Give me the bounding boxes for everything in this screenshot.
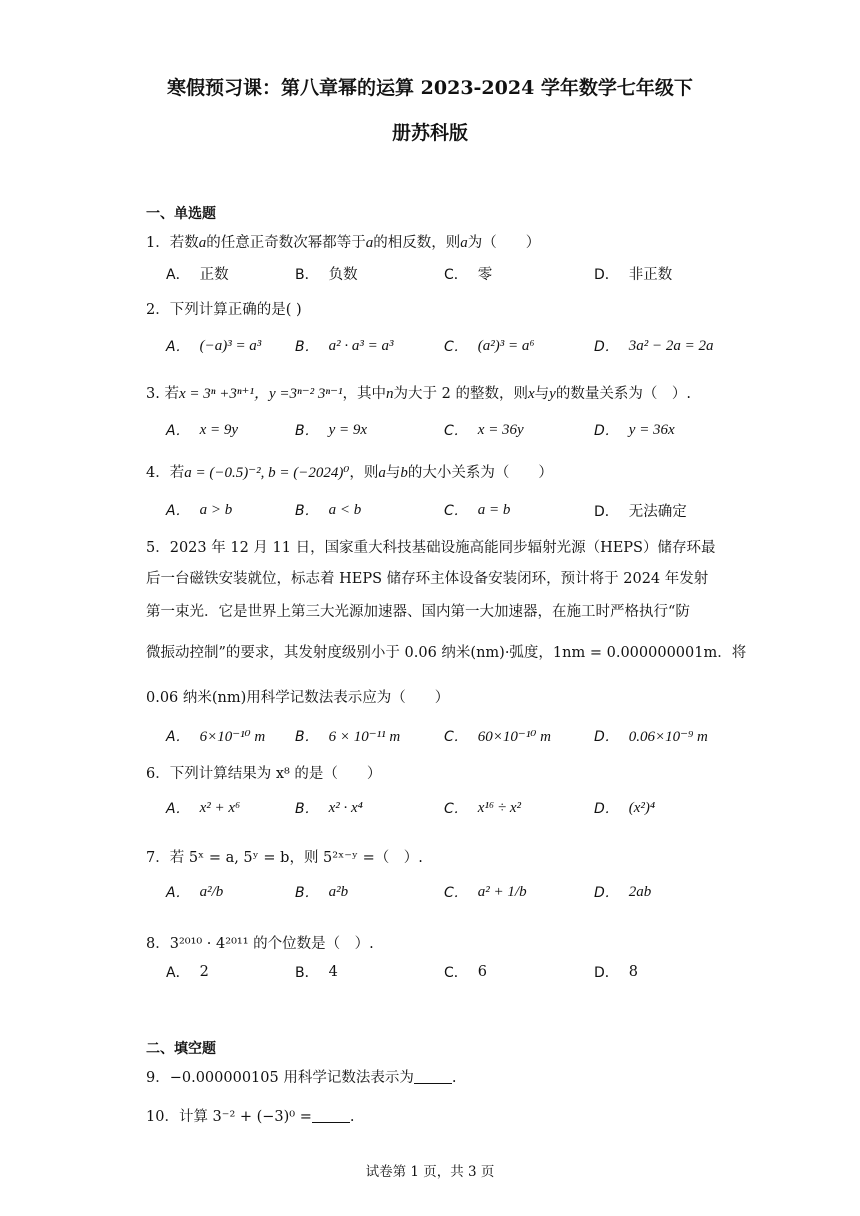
option-text: 正数 [199,267,229,283]
q3-var-n: n [386,386,394,402]
option-label: D． [594,266,619,283]
option-label: C． [444,266,468,283]
q5-option-b[interactable] [295,726,400,746]
question-2-stem: 2．下列计算正确的是( ) [146,302,302,318]
q7-option-a[interactable] [166,882,223,902]
q10-answer-blank[interactable] [312,1110,350,1123]
option-text: (−a)³ = a³ [199,337,262,354]
question-8-options [0,962,860,992]
q4-var-a: a [378,465,386,481]
option-label: A． [166,965,190,981]
q1-prefix: 1．若数 [146,235,199,251]
question-6-options [0,798,860,828]
option-text: 60×10⁻¹⁰ m [477,728,551,745]
q3-option-a[interactable] [166,420,238,440]
option-text: x¹⁶ ÷ x² [477,799,522,816]
option-text: 8 [628,964,639,980]
q3-var-y: y [549,386,556,402]
question-5-line-4: 微振动控制”的要求，其发射度级别小于 0.06 纳米(nm)·弧度，1nm = 0.000000001m．将 [146,645,747,661]
q2-option-d[interactable] [594,336,714,356]
q10-text: 10．计算 3⁻² + (−3)⁰ = [146,1109,312,1125]
option-text: y = 36x [628,421,675,438]
option-label: C． [444,423,468,439]
q8-option-a[interactable] [166,962,209,982]
option-text: 非正数 [628,267,673,283]
question-4-options [0,500,860,530]
option-label: A． [166,729,190,745]
q4-option-a[interactable] [166,500,232,520]
question-5-options [0,726,860,756]
q4-suffix: 的大小关系为（ ） [407,465,553,481]
option-label: D． [594,885,619,901]
option-text: a = b [477,501,511,518]
q4-mid2: 与 [385,465,401,481]
option-text: a < b [328,501,362,518]
q9-text: 9．−0.000000105 用科学记数法表示为 [146,1070,414,1086]
option-text: 2ab [628,883,652,900]
q3-expression: x = 3ⁿ +3ⁿ⁺¹，y =3ⁿ⁻² 3ⁿ⁻¹ [178,386,343,402]
page-title-line2: 册苏科版 [391,122,468,144]
q7-option-c[interactable] [444,882,527,902]
question-7-options [0,882,860,922]
option-label: C． [444,965,468,981]
option-text: a² + 1/b [477,883,527,900]
q4-mid: ，则 [349,465,379,481]
q4-expression: a = (−0.5)⁻², b = (−2024)⁰ [184,465,350,481]
question-9-stem [146,1066,740,1087]
q6-option-a[interactable] [166,798,240,818]
option-text: a²/b [199,883,224,900]
q2-option-c[interactable] [444,336,535,356]
question-3-stem [146,382,740,403]
q1-suffix: 为（ ） [467,235,541,251]
q3-mid: ，其中 [342,386,387,402]
option-text: (a²)³ = a⁶ [477,337,535,354]
option-label: B． [295,503,319,519]
option-label: B． [295,339,319,355]
option-text: 负数 [328,267,358,283]
question-5-line-3: 第一束光．它是世界上第三大光源加速器、国内第一大加速器，在施工时严格执行“防 [146,604,690,620]
q10-suffix: . [349,1109,355,1125]
q5-option-c[interactable] [444,726,551,746]
option-label: B． [295,801,319,817]
page-title-line1: 寒假预习课：第八章幂的运算 2023-2024 学年数学七年级下 [167,77,693,99]
q1-mid: 的任意正奇数次幂都等于 [206,235,366,251]
q3-option-b[interactable] [295,420,367,440]
q1-option-b[interactable] [295,263,358,284]
q4-option-c[interactable] [444,500,510,520]
option-label: B． [295,266,319,283]
option-text: x² + x⁶ [199,799,241,816]
option-text: 无法确定 [628,504,687,520]
option-text: x² · x⁴ [328,799,363,816]
q8-option-d[interactable] [594,962,638,982]
option-text: a²b [328,883,349,900]
option-label: C． [444,885,468,901]
option-label: C． [444,339,468,355]
option-text: 6 [477,964,488,980]
option-label: D． [594,503,619,520]
option-label: D． [594,339,619,355]
question-2-options [0,336,860,366]
q7-option-b[interactable] [295,882,348,902]
option-label: D． [594,729,619,745]
q8-option-c[interactable] [444,962,487,982]
option-text: 3a² − 2a = 2a [628,337,714,354]
q6-option-b[interactable] [295,798,363,818]
option-text: 6 × 10⁻¹¹ m [328,728,401,745]
q7-option-d[interactable] [594,882,651,902]
q1-var-a3: a [460,235,468,251]
q3-prefix: 3. 若 [146,386,179,402]
q4-prefix: 4．若 [146,465,185,481]
question-1-options [0,263,860,293]
q3-option-c[interactable] [444,420,524,440]
option-label: A． [166,885,190,901]
section-heading-single-choice: 一、单选题 [146,206,216,222]
q2-option-b[interactable] [295,336,393,356]
q9-suffix: . [451,1070,457,1086]
option-text: a > b [199,501,233,518]
question-4-stem [146,461,740,482]
option-label: B． [295,885,319,901]
option-text: y = 9x [328,421,368,438]
option-label: D． [594,965,619,981]
q6-option-d[interactable] [594,798,655,818]
option-text: (x²)⁴ [628,799,656,816]
q4-var-b: b [400,465,408,481]
option-text: x = 9y [199,421,239,438]
option-label: D． [594,801,619,817]
q3-mid3: 与 [534,386,550,402]
question-5-line-2: 后一台磁铁安装就位，标志着 HEPS 储存环主体设备安装闭环，预计将于 2024 年发射 [146,571,709,587]
page-footer: 试卷第 1 页，共 3 页 [365,1164,495,1180]
option-text: 6×10⁻¹⁰ m [199,728,266,745]
option-label: A． [166,801,190,817]
question-6-stem: 6．下列计算结果为 x⁸ 的是（ ） [146,766,382,782]
option-label: B． [295,965,319,981]
section-heading-fill-blank: 二、填空题 [146,1041,216,1057]
q4-option-b[interactable] [295,500,361,520]
q3-option-d[interactable] [594,420,675,440]
option-label: C． [444,801,468,817]
q5-option-d[interactable] [594,726,708,746]
option-text: x = 36y [477,421,524,438]
question-7-stem: 7．若 5ˣ = a, 5ʸ = b，则 5²ˣ⁻ʸ =（ ）. [146,850,423,866]
q9-answer-blank[interactable] [414,1071,452,1084]
option-label: D． [594,423,619,439]
q3-mid2: 为大于 2 的整数，则 [393,386,528,402]
q4-option-d[interactable] [594,500,687,521]
q1-option-c[interactable] [444,263,492,284]
q5-option-a[interactable] [166,726,265,746]
option-label: A． [166,339,190,355]
q1-mid2: 的相反数，则 [373,235,461,251]
option-label: A． [166,423,190,439]
q8-option-b[interactable] [295,962,338,982]
option-label: B． [295,423,319,439]
option-text: 2 [199,964,209,980]
q2-option-a[interactable] [166,336,261,356]
option-label: A． [166,266,190,283]
option-label: A． [166,503,190,519]
q3-suffix: 的数量关系为（ ）. [555,386,691,402]
question-5-line-5: 0.06 纳米(nm)用科学记数法表示应为（ ） [146,690,450,706]
q1-var-a2: a [365,235,374,251]
q3-var-x: x [527,386,535,402]
option-text: 4 [328,964,338,980]
option-label: B． [295,729,319,745]
q6-option-c[interactable] [444,798,521,818]
q1-option-a[interactable] [166,263,229,284]
question-8-stem: 8．3²⁰¹⁰ · 4²⁰¹¹ 的个位数是（ ）. [146,936,374,952]
option-text: a² · a³ = a³ [328,337,394,354]
option-label: C． [444,729,468,745]
question-1-stem [146,231,740,252]
option-text: 0.06×10⁻⁹ m [628,728,708,745]
q1-option-d[interactable] [594,263,672,284]
option-text: 零 [477,267,493,283]
option-label: C． [444,503,468,519]
q1-var-a: a [198,235,207,251]
question-5-line-1: 5．2023 年 12 月 11 日，国家重大科技基础设施高能同步辐射光源（HEPS）储存环最 [146,540,716,556]
question-3-options [0,420,860,450]
question-10-stem [146,1105,740,1126]
